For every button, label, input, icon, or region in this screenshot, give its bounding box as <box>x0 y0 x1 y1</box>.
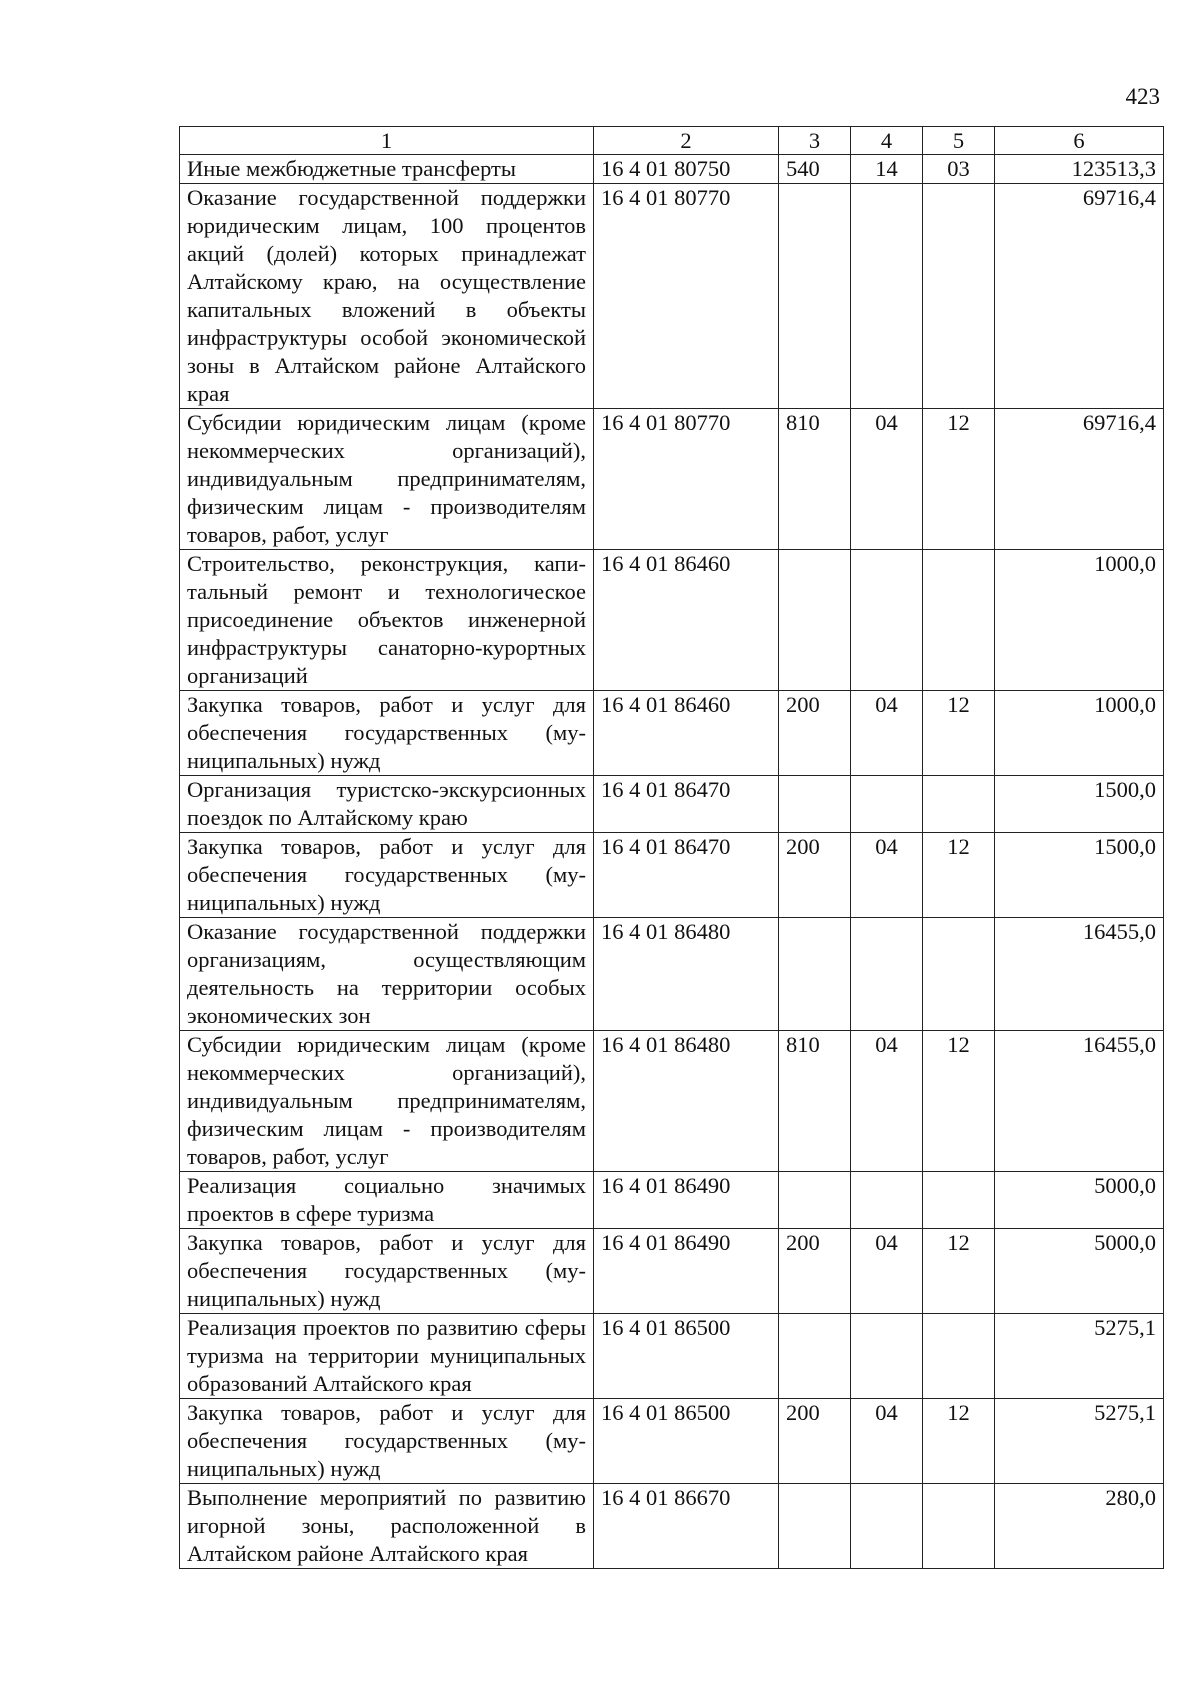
column-header-2: 2 <box>594 127 779 155</box>
row-amount-cell: 5000,0 <box>995 1172 1164 1229</box>
row-code-cell: 16 4 01 86460 <box>594 691 779 776</box>
table-row <box>180 776 1164 833</box>
row-amount-cell: 1000,0 <box>995 691 1164 776</box>
row-expense-type-cell <box>779 550 851 691</box>
row-section-cell: 04 <box>851 409 923 550</box>
row-expense-type-cell <box>779 1172 851 1229</box>
row-expense-type-cell <box>779 918 851 1031</box>
row-expense-type-cell <box>779 1484 851 1569</box>
row-subsection-cell: 12 <box>923 1229 995 1314</box>
row-name-cell: Реализация проектов по развитию сферы туризма на территории муниципальных образований Алтайского края <box>180 1314 594 1399</box>
row-code-cell: 16 4 01 86460 <box>594 550 779 691</box>
budget-table <box>179 126 1164 1569</box>
table-row <box>180 1229 1164 1314</box>
column-header-5: 5 <box>923 127 995 155</box>
row-amount-cell: 123513,3 <box>995 155 1164 184</box>
row-code-cell: 16 4 01 86480 <box>594 1031 779 1172</box>
row-code-cell: 16 4 01 86500 <box>594 1399 779 1484</box>
row-expense-type-cell: 200 <box>779 1229 851 1314</box>
row-section-cell <box>851 918 923 1031</box>
row-name-cell: Закупка товаров, работ и услуг для обеспечения государственных (муниципальных) нужд <box>180 1229 594 1314</box>
row-name-cell: Реализация социально значимых проектов в сфере туризма <box>180 1172 594 1229</box>
row-subsection-cell <box>923 918 995 1031</box>
row-subsection-cell: 03 <box>923 155 995 184</box>
row-subsection-cell <box>923 1172 995 1229</box>
row-section-cell <box>851 184 923 409</box>
row-name-cell: Закупка товаров, работ и услуг для обеспечения государственных (муниципальных) нужд <box>180 1399 594 1484</box>
header-row <box>180 127 1164 155</box>
row-subsection-cell: 12 <box>923 1031 995 1172</box>
table-row <box>180 918 1164 1031</box>
row-subsection-cell: 12 <box>923 409 995 550</box>
row-expense-type-cell <box>779 776 851 833</box>
row-amount-cell: 1500,0 <box>995 776 1164 833</box>
table-row <box>180 1399 1164 1484</box>
table-row <box>180 833 1164 918</box>
row-name-cell: Строительство, реконструкция, капитальный ремонт и технологическое присоединение объектов инженерной инфраструктуры санаторно-курортных организаций <box>180 550 594 691</box>
column-header-3: 3 <box>779 127 851 155</box>
row-subsection-cell <box>923 776 995 833</box>
table-row <box>180 1172 1164 1229</box>
row-expense-type-cell: 810 <box>779 1031 851 1172</box>
row-section-cell: 04 <box>851 691 923 776</box>
row-expense-type-cell: 200 <box>779 1399 851 1484</box>
row-subsection-cell: 12 <box>923 1399 995 1484</box>
row-section-cell <box>851 1484 923 1569</box>
row-subsection-cell: 12 <box>923 833 995 918</box>
row-expense-type-cell <box>779 184 851 409</box>
row-code-cell: 16 4 01 86480 <box>594 918 779 1031</box>
table-row <box>180 409 1164 550</box>
row-expense-type-cell: 540 <box>779 155 851 184</box>
row-subsection-cell <box>923 1314 995 1399</box>
row-amount-cell: 69716,4 <box>995 184 1164 409</box>
row-expense-type-cell: 810 <box>779 409 851 550</box>
row-code-cell: 16 4 01 80750 <box>594 155 779 184</box>
row-amount-cell: 16455,0 <box>995 1031 1164 1172</box>
row-code-cell: 16 4 01 80770 <box>594 184 779 409</box>
row-section-cell: 04 <box>851 833 923 918</box>
table-row <box>180 155 1164 184</box>
row-section-cell <box>851 776 923 833</box>
row-name-cell: Закупка товаров, работ и услуг для обеспечения государственных (муниципальных) нужд <box>180 691 594 776</box>
row-expense-type-cell <box>779 1314 851 1399</box>
row-amount-cell: 16455,0 <box>995 918 1164 1031</box>
row-amount-cell: 5275,1 <box>995 1314 1164 1399</box>
row-name-cell: Субсидии юридическим лицам (кроме некоммерческих организаций), индивидуальным предпринимателям, физическим лицам - производителям товаров, работ, услуг <box>180 1031 594 1172</box>
row-section-cell <box>851 550 923 691</box>
row-subsection-cell <box>923 184 995 409</box>
row-section-cell <box>851 1172 923 1229</box>
row-code-cell: 16 4 01 80770 <box>594 409 779 550</box>
row-code-cell: 16 4 01 86470 <box>594 833 779 918</box>
row-section-cell: 14 <box>851 155 923 184</box>
row-code-cell: 16 4 01 86500 <box>594 1314 779 1399</box>
table-row <box>180 1031 1164 1172</box>
column-header-6: 6 <box>995 127 1164 155</box>
row-amount-cell: 5275,1 <box>995 1399 1164 1484</box>
row-name-cell: Закупка товаров, работ и услуг для обеспечения государственных (муниципальных) нужд <box>180 833 594 918</box>
row-subsection-cell: 12 <box>923 691 995 776</box>
row-name-cell: Иные межбюджетные трансферты <box>180 155 594 184</box>
row-section-cell: 04 <box>851 1399 923 1484</box>
row-code-cell: 16 4 01 86490 <box>594 1229 779 1314</box>
row-expense-type-cell: 200 <box>779 691 851 776</box>
row-amount-cell: 280,0 <box>995 1484 1164 1569</box>
table-row <box>180 1484 1164 1569</box>
row-section-cell <box>851 1314 923 1399</box>
row-section-cell: 04 <box>851 1229 923 1314</box>
row-section-cell: 04 <box>851 1031 923 1172</box>
row-amount-cell: 1500,0 <box>995 833 1164 918</box>
row-subsection-cell <box>923 1484 995 1569</box>
row-name-cell: Организация туристско-экскурсионных поездок по Алтайскому краю <box>180 776 594 833</box>
table-row <box>180 550 1164 691</box>
column-header-1: 1 <box>180 127 594 155</box>
table-row <box>180 1314 1164 1399</box>
row-code-cell: 16 4 01 86470 <box>594 776 779 833</box>
column-header-4: 4 <box>851 127 923 155</box>
page-number: 423 <box>1125 84 1160 109</box>
row-code-cell: 16 4 01 86490 <box>594 1172 779 1229</box>
row-name-cell: Оказание государственной поддержки юридическим лицам, 100 процентов акций (долей) которых принадлежат Алтайскому краю, на осуществление капитальных вложений в объекты инфраструктуры особой экономической зоны в Алтайском районе Алтайского края <box>180 184 594 409</box>
table-body <box>180 155 1164 1569</box>
row-subsection-cell <box>923 550 995 691</box>
row-expense-type-cell: 200 <box>779 833 851 918</box>
row-code-cell: 16 4 01 86670 <box>594 1484 779 1569</box>
table-row <box>180 691 1164 776</box>
row-name-cell: Выполнение мероприятий по развитию игорной зоны, расположенной в Алтайском районе Алтайского края <box>180 1484 594 1569</box>
row-amount-cell: 5000,0 <box>995 1229 1164 1314</box>
row-amount-cell: 69716,4 <box>995 409 1164 550</box>
row-name-cell: Оказание государственной поддержки организациям, осуществляющим деятельность на территории особых экономических зон <box>180 918 594 1031</box>
row-amount-cell: 1000,0 <box>995 550 1164 691</box>
table-row <box>180 184 1164 409</box>
row-name-cell: Субсидии юридическим лицам (кроме некоммерческих организаций), индивидуальным предпринимателям, физическим лицам - производителям товаров, работ, услуг <box>180 409 594 550</box>
